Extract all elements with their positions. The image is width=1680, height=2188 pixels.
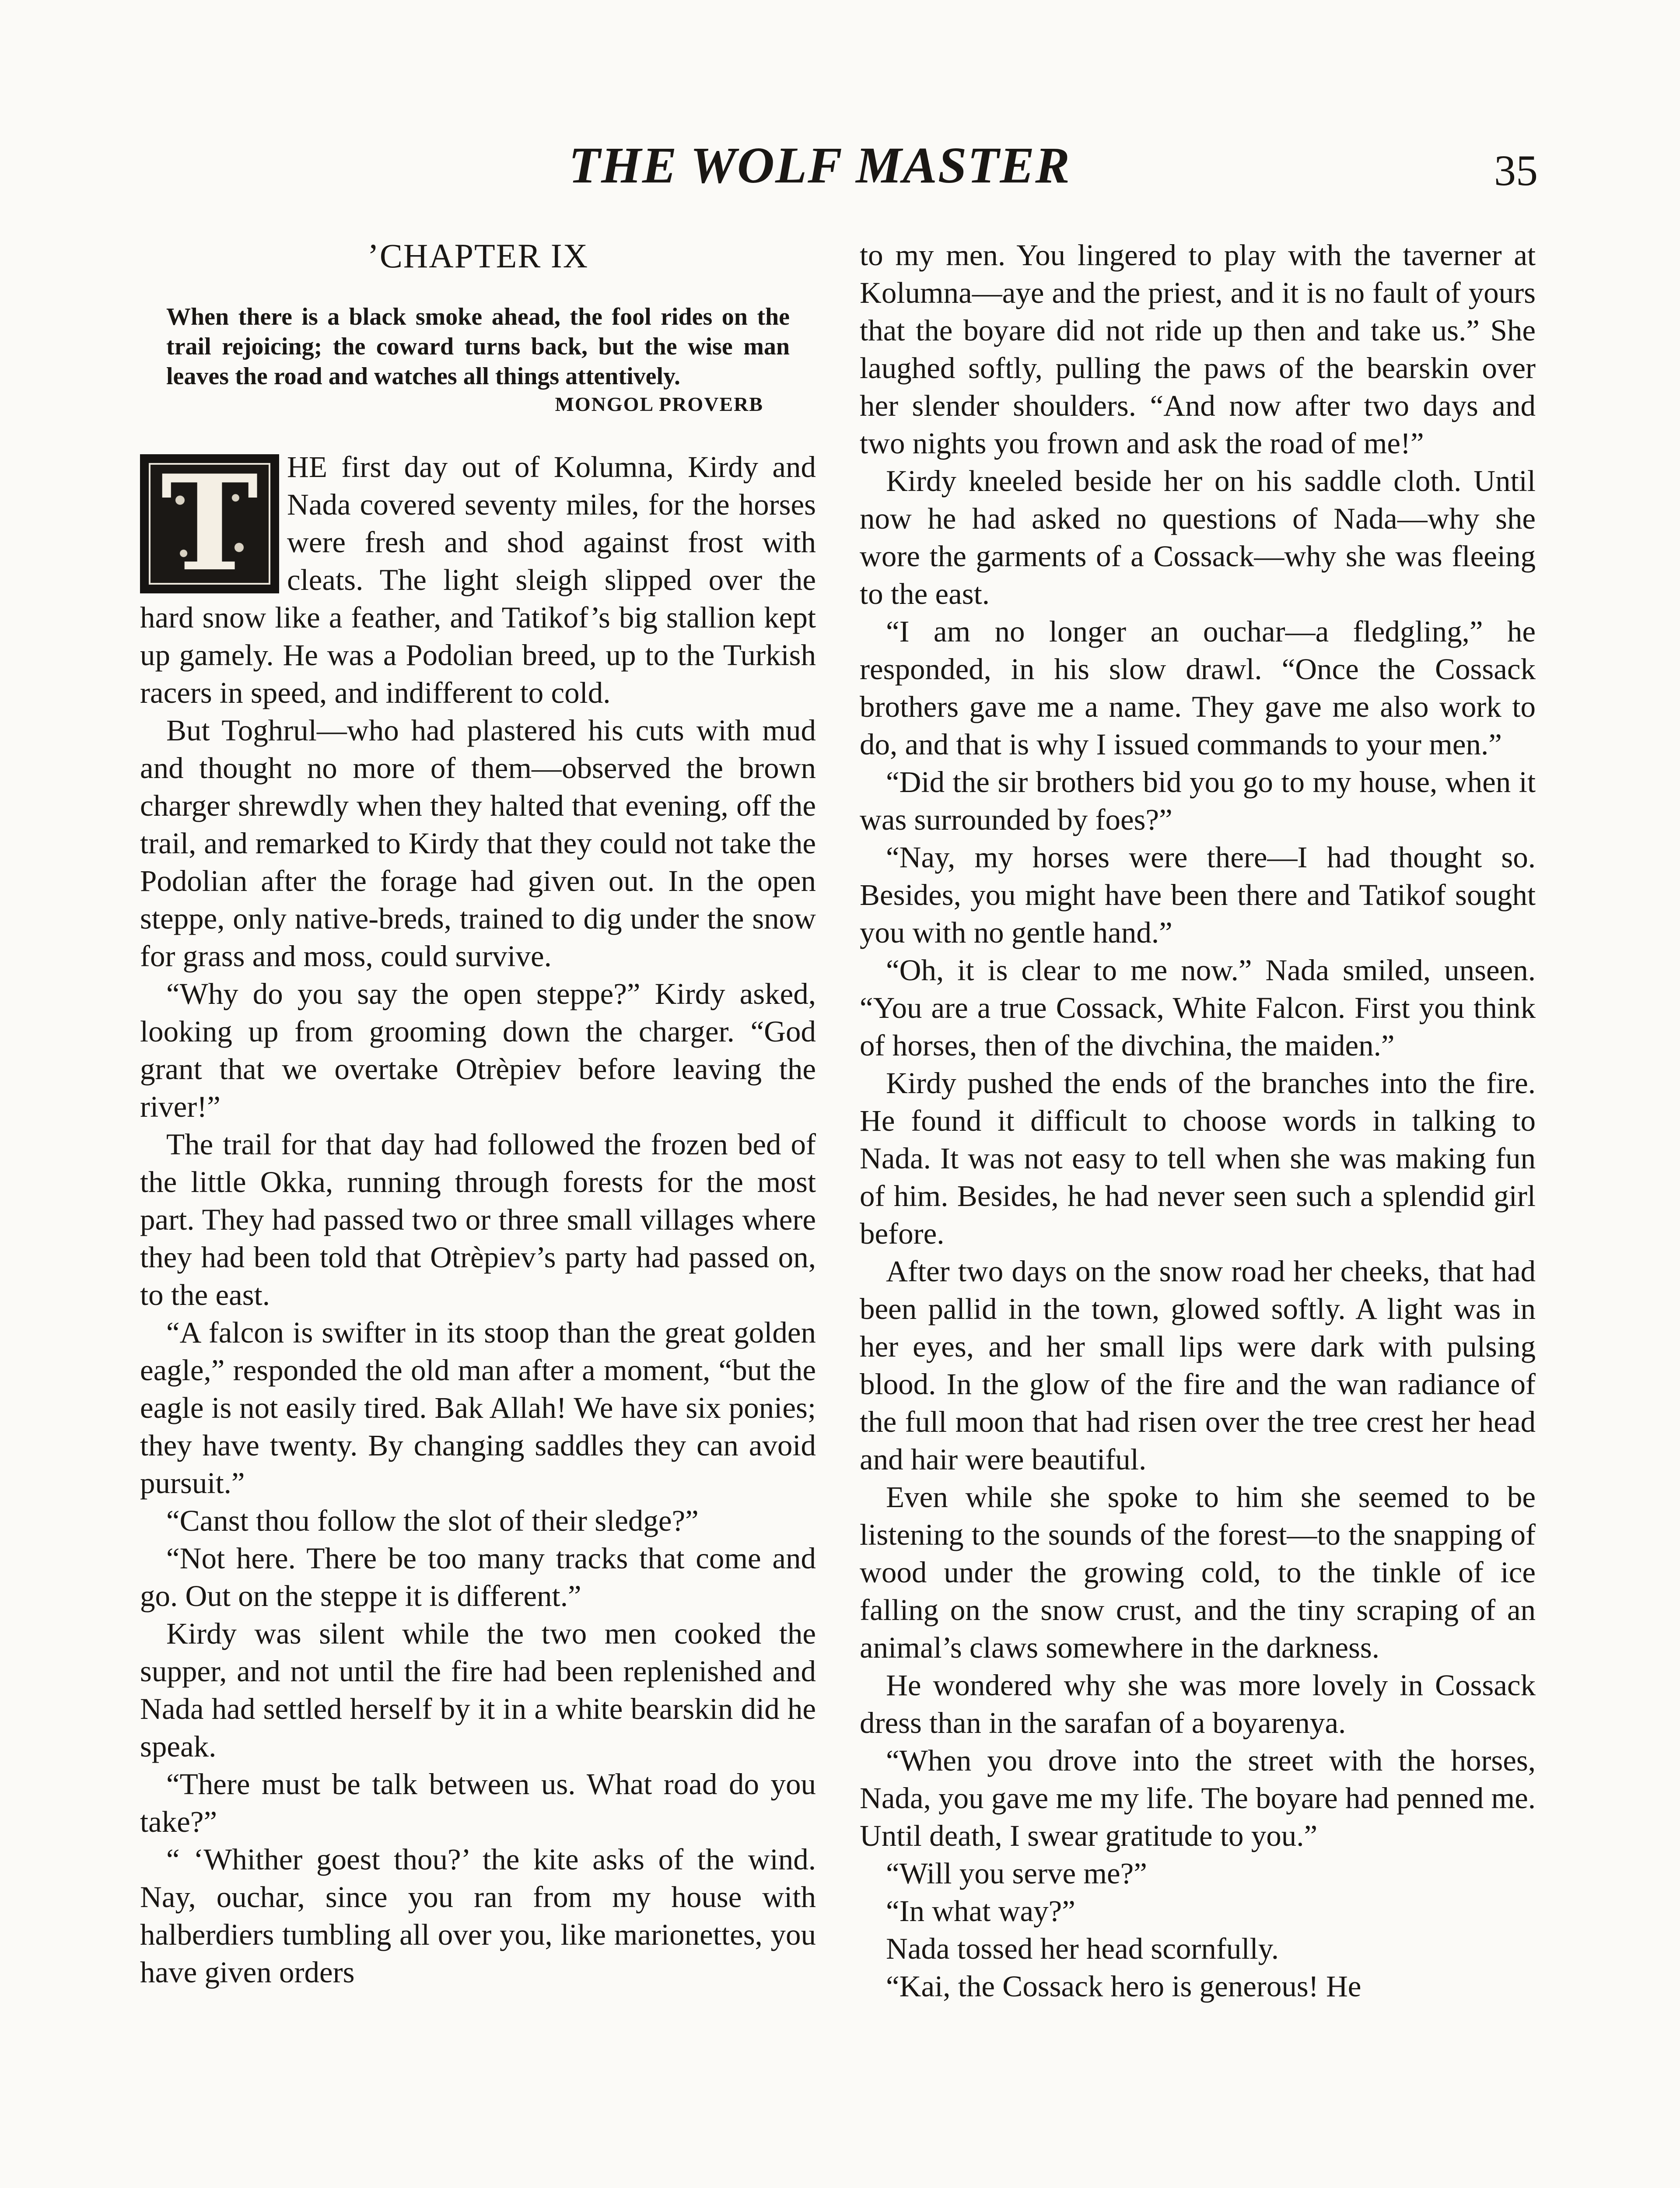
paragraph: “Oh, it is clear to me now.” Nada smiled, unseen. “You are a true Cossack, White Falcon. First you think of horses, then of the divchina, the maiden.” xyxy=(860,954,1536,1062)
paragraph: He wondered why she was more lovely in Cossack dress than in the sarafan of a boyarenya. xyxy=(860,1669,1536,1739)
paragraph: “Not here. There be too many tracks that come and go. Out on the steppe it is different.” xyxy=(140,1542,816,1613)
paragraph: Kirdy kneeled beside her on his saddle cloth. Until now he had asked no questions of Nada—why she wore the garments of a Cossack—why she was fleeing to the east. xyxy=(860,464,1536,610)
paragraph-text: HE first day out of Kolumna, Kirdy and Nada covered seventy miles, for the horses were fresh and shod against frost with cleats. The light sleigh slipped over the hard snow like a feather, and Tatikof’s big stallion kept up gamely. He was a Podolian breed, up to the Turkish racers in speed, and indifferent to cold. xyxy=(140,450,816,709)
page-header xyxy=(0,136,1680,206)
paragraph: “Canst thou follow the slot of their sledge?” xyxy=(166,1504,699,1537)
paragraph: “There must be talk between us. What road do you take?” xyxy=(140,1767,816,1838)
epigraph: When there is a black smoke ahead, the fool rides on the trail rejoicing; the coward turns back, but the wise man leaves the road and watches all things attentively. xyxy=(166,303,790,390)
paragraph: Kirdy was silent while the two men cooked the supper, and not until the fire had been replenished and Nada had settled herself by it in a white bearskin did he speak. xyxy=(140,1617,816,1763)
paragraph: Nada tossed her head scornfully. xyxy=(886,1932,1279,1965)
paragraph: “Did the sir brothers bid you go to my house, when it was surrounded by foes?” xyxy=(860,765,1536,836)
paragraph xyxy=(140,448,816,712)
paragraph: Even while she spoke to him she seemed to be listening to the sounds of the forest—to the snapping of wood under the growing cold, to the tinkle of ice falling on the snow crust, and the tiny scraping of an animal’s claws somewhere in the darkness. xyxy=(860,1480,1536,1664)
running-title: THE WOLF MASTER xyxy=(569,137,1071,194)
paragraph: to my men. You lingered to play with the taverner at Kolumna—aye and the priest, and it is no fault of yours that the boyare did not ride up then and take us.” She laughed softly, pulling the paws of the bearskin over her slender shoulders. “And now after two days and two nights you frown and ask the road of me!” xyxy=(860,238,1536,460)
paragraph: But Toghrul—who had plastered his cuts with mud and thought no more of them—observed the brown charger shrewdly when they halted that evening, off the trail, and remarked to Kirdy that they could not take the Podolian after the forage had given out. In the open steppe, only native-breds, trained to dig under the snow for grass and moss, could survive. xyxy=(140,714,816,973)
paragraph: After two days on the snow road her cheeks, that had been pallid in the town, glowed softly. A light was in her eyes, and her small lips were dark with pulsing blood. In the glow of the fire and the wan radiance of the full moon that had risen over the tree crest her head and hair were beautiful. xyxy=(860,1255,1536,1476)
paragraph: “When you drove into the street with the horses, Nada, you gave me my life. The boyare had penned me. Until death, I swear gratitude to you.” xyxy=(860,1744,1536,1852)
chapter-heading: ’CHAPTER IX xyxy=(367,237,589,275)
paragraph: “I am no longer an ouchar—a fledgling,” he responded, in his slow drawl. “Once the Cossack brothers gave me a name. They gave me also work to do, and that is why I issued commands to your men.” xyxy=(860,615,1536,761)
paragraph: “A falcon is swifter in its stoop than the great golden eagle,” responded the old man after a moment, “but the eagle is not easily tired. Bak Allah! We have six ponies; they have twenty. By changing saddles they can avoid pursuit.” xyxy=(140,1316,816,1500)
drop-cap-ornament xyxy=(140,446,279,600)
drop-cap-letter: T xyxy=(161,446,259,600)
paragraph: Kirdy pushed the ends of the branches into the fire. He found it difficult to choose words in talking to Nada. It was not easy to tell when she was making fun of him. Besides, he had never seen such a splendid girl before. xyxy=(860,1066,1536,1250)
left-column xyxy=(140,236,816,1991)
right-column xyxy=(860,236,1536,2005)
paragraph: “In what way?” xyxy=(886,1894,1075,1928)
paragraph: “Why do you say the open steppe?” Kirdy asked, looking up from grooming down the charger. “God grant that we overtake Otrèpiev before leaving the river!” xyxy=(140,977,816,1123)
page-number: 35 xyxy=(1494,146,1538,195)
paragraph: The trail for that day had followed the frozen bed of the little Okka, running through forests for the most part. They had passed two or three small villages where they had been told that Otrèpiev’s party had passed on, to the east. xyxy=(140,1128,816,1311)
paragraph: “Nay, my horses were there—I had thought so. Besides, you might have been there and Tatikof sought you with no gentle hand.” xyxy=(860,841,1536,949)
epigraph-source: MONGOL PROVERB xyxy=(555,393,763,415)
paragraph: “Kai, the Cossack hero is generous! He xyxy=(886,1970,1362,2003)
paragraph: “Will you serve me?” xyxy=(886,1857,1147,1890)
paragraph: “ ‘Whither goest thou?’ the kite asks of the wind. Nay, ouchar, since you ran from my house with halberdiers tumbling all over you, like marionettes, you have given orders xyxy=(140,1843,816,1989)
